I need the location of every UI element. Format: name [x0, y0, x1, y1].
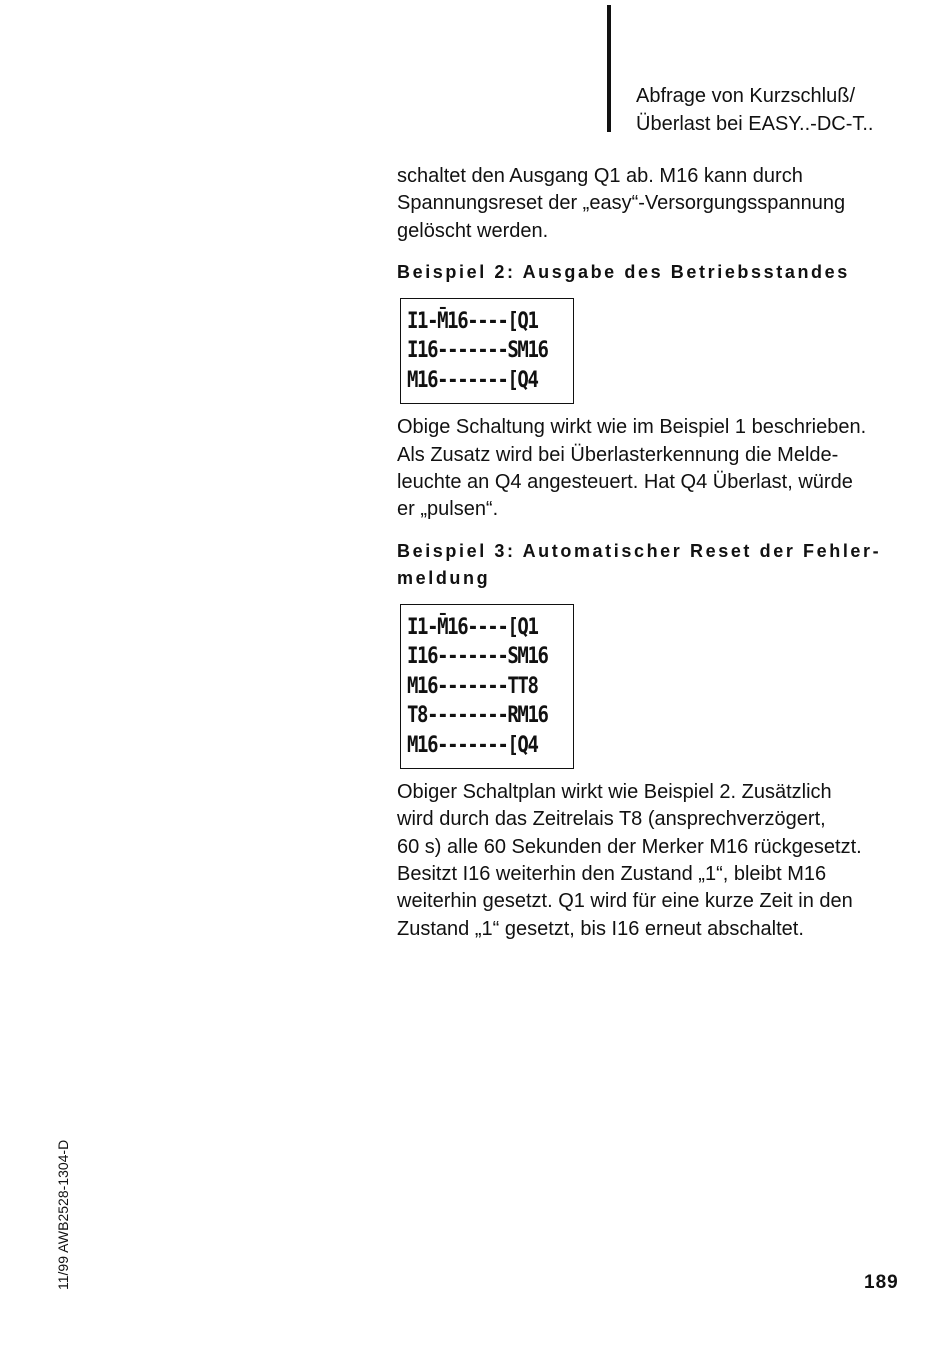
text-line: 60 s) alle 60 Sekunden der Merker M16 rückgesetzt. — [397, 835, 862, 858]
document-code: 11/99 AWB2528-1304-D — [55, 1139, 71, 1290]
circuit-line: I16-------SM16 — [407, 337, 548, 364]
circuit-line: M16-------[Q4 — [407, 366, 538, 393]
header-title-line: Abfrage von Kurzschluß/ — [636, 85, 855, 107]
heading-line: meldung — [397, 567, 491, 588]
example3-heading — [397, 538, 917, 592]
circuit-line: I1-M̄16----[Q1 — [407, 307, 538, 334]
example3-circuit-display — [400, 604, 574, 770]
text-line: Besitzt I16 weiterhin den Zustand „1“, bleibt M16 — [397, 862, 827, 885]
circuit-line: M16-------TT8 — [407, 672, 538, 699]
heading-line: Beispiel 3: Automatischer Reset der Fehler- — [397, 540, 882, 561]
main-content — [397, 163, 917, 943]
text-line: er „pulsen“. — [397, 498, 499, 521]
circuit-line: I1-M̄16----[Q1 — [407, 613, 538, 640]
example3-description — [397, 779, 917, 943]
intro-paragraph — [397, 163, 917, 245]
text-line: Obige Schaltung wirkt wie im Beispiel 1 beschrieben. — [397, 416, 867, 439]
text-line: schaltet den Ausgang Q1 ab. M16 kann durch — [397, 165, 803, 187]
running-header — [636, 82, 874, 138]
circuit-line: M16-------[Q4 — [407, 731, 538, 758]
example2-description — [397, 414, 917, 523]
example2-heading — [397, 259, 917, 286]
text-line: Obiger Schaltplan wirkt wie Beispiel 2. Zusätzlich — [397, 781, 832, 804]
circuit-line: I16-------SM16 — [407, 642, 548, 669]
text-line: Zustand „1“ gesetzt, bis I16 erneut abschaltet. — [397, 917, 804, 940]
heading-line: Beispiel 2: Ausgabe des Betriebsstandes — [397, 261, 850, 282]
text-line: weiterhin gesetzt. Q1 wird für eine kurze Zeit in den — [397, 890, 853, 913]
text-line: wird durch das Zeitrelais T8 (ansprechverzögert, — [397, 808, 826, 831]
text-line: leuchte an Q4 angesteuert. Hat Q4 Überlast, würde — [397, 470, 853, 493]
circuit-line: T8--------RM16 — [407, 701, 548, 728]
text-line: gelöscht werden. — [397, 219, 549, 242]
text-line: Als Zusatz wird bei Überlasterkennung die Melde- — [397, 443, 839, 466]
header-title-line: Überlast bei EASY..-DC-T.. — [636, 113, 874, 135]
text-line: Spannungsreset der „easy“-Versorgungsspannung — [397, 192, 846, 215]
page-number: 189 — [864, 1272, 899, 1293]
header-rule — [607, 5, 611, 132]
example2-circuit-display — [400, 298, 574, 405]
